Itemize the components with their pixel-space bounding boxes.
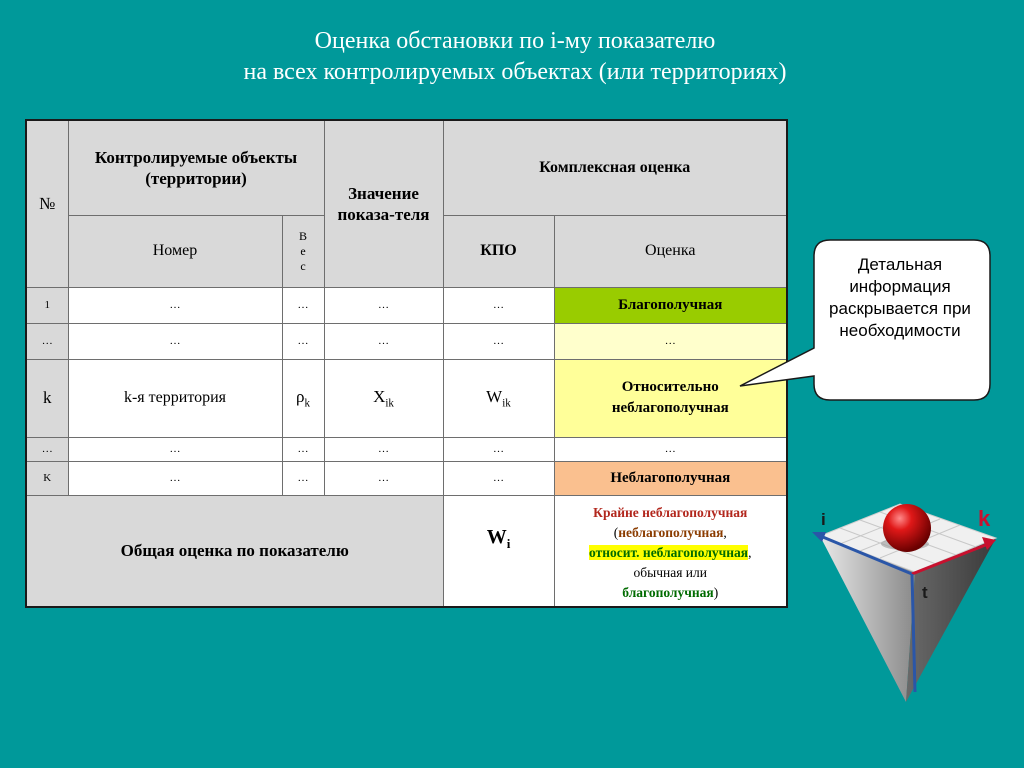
scale-good: благополучная xyxy=(622,584,714,600)
red-ball xyxy=(883,504,931,552)
row-status: … xyxy=(554,437,787,461)
scale-relatively-bad: относит. неблагополучная xyxy=(589,544,749,560)
row-weight: … xyxy=(282,287,324,323)
row-value xyxy=(324,359,443,437)
total-w-subscript: i xyxy=(506,535,511,551)
header-ocenka: Оценка xyxy=(554,215,787,287)
w-symbol: W xyxy=(486,386,503,406)
header-ves xyxy=(282,215,324,287)
row-weight: … xyxy=(282,437,324,461)
header-value-text: Значение показа-теля xyxy=(337,183,430,224)
row-kpo: … xyxy=(443,287,554,323)
row-name: k-я территория xyxy=(68,359,282,437)
scale-normal: обычная или xyxy=(633,564,707,580)
table-row xyxy=(26,437,787,461)
row-value: … xyxy=(324,287,443,323)
axis-k-label: k xyxy=(978,506,991,531)
row-weight xyxy=(282,359,324,437)
rho-subscript: k xyxy=(304,397,310,410)
table-row xyxy=(26,359,787,437)
row-kpo: … xyxy=(443,437,554,461)
page-title xyxy=(60,26,970,88)
paren-close: ) xyxy=(713,584,719,600)
pyramid-graphic xyxy=(800,492,1000,707)
row-value: … xyxy=(324,323,443,359)
row-weight: … xyxy=(282,461,324,495)
header-kpo: КПО xyxy=(443,215,554,287)
x-subscript: ik xyxy=(385,397,394,410)
axis-i-label: i xyxy=(821,510,826,529)
total-label: Общая оценка по показателю xyxy=(26,495,443,607)
assessment-table xyxy=(25,119,788,608)
table-row xyxy=(26,323,787,359)
comma-1: , xyxy=(723,524,727,540)
total-row xyxy=(26,495,787,607)
total-w xyxy=(443,495,554,607)
total-w-symbol: W xyxy=(486,525,507,548)
x-symbol: X xyxy=(373,386,386,406)
row-status-bad: Неблагополучная xyxy=(554,461,787,495)
row-value: … xyxy=(324,437,443,461)
table-row xyxy=(26,461,787,495)
axis-t-label: t xyxy=(922,583,928,602)
row-num: 1 xyxy=(26,287,68,323)
title-line-1: Оценка обстановки по i-му показателю xyxy=(314,28,716,54)
row-num: K xyxy=(26,461,68,495)
total-status-scale xyxy=(554,495,787,607)
row-kpo: … xyxy=(443,323,554,359)
rho-symbol: ρ xyxy=(295,386,305,406)
scale-extreme: Крайне неблагополучная xyxy=(593,504,748,520)
row-name: … xyxy=(68,287,282,323)
header-num: № xyxy=(26,120,68,287)
row-kpo: … xyxy=(443,461,554,495)
comma-2: , xyxy=(748,544,752,560)
callout-text: Детальная информация раскрывается при необходимости xyxy=(829,255,971,340)
header-nomer: Номер xyxy=(68,215,282,287)
row-name: … xyxy=(68,323,282,359)
header-value xyxy=(324,120,443,287)
title-line-2: на всех контролируемых объектах (или территориях) xyxy=(243,59,787,85)
paren-open: ( xyxy=(613,524,619,540)
w-subscript: ik xyxy=(502,397,511,410)
scale-bad: неблагополучная xyxy=(618,524,724,540)
row-num: … xyxy=(26,323,68,359)
row-status-good: Благополучная xyxy=(554,287,787,323)
row-kpo xyxy=(443,359,554,437)
header-complex: Комплексная оценка xyxy=(443,120,787,215)
row-status-text: Относительно неблагополучная xyxy=(611,379,729,416)
header-objects: Контролируемые объекты (территории) xyxy=(68,120,324,215)
row-name: … xyxy=(68,461,282,495)
row-num: … xyxy=(26,437,68,461)
row-num: k xyxy=(26,359,68,437)
header-ves-text: В е с xyxy=(298,228,307,273)
row-status: … xyxy=(554,323,787,359)
row-name: … xyxy=(68,437,282,461)
table-row xyxy=(26,287,787,323)
row-weight: … xyxy=(282,323,324,359)
row-value: … xyxy=(324,461,443,495)
